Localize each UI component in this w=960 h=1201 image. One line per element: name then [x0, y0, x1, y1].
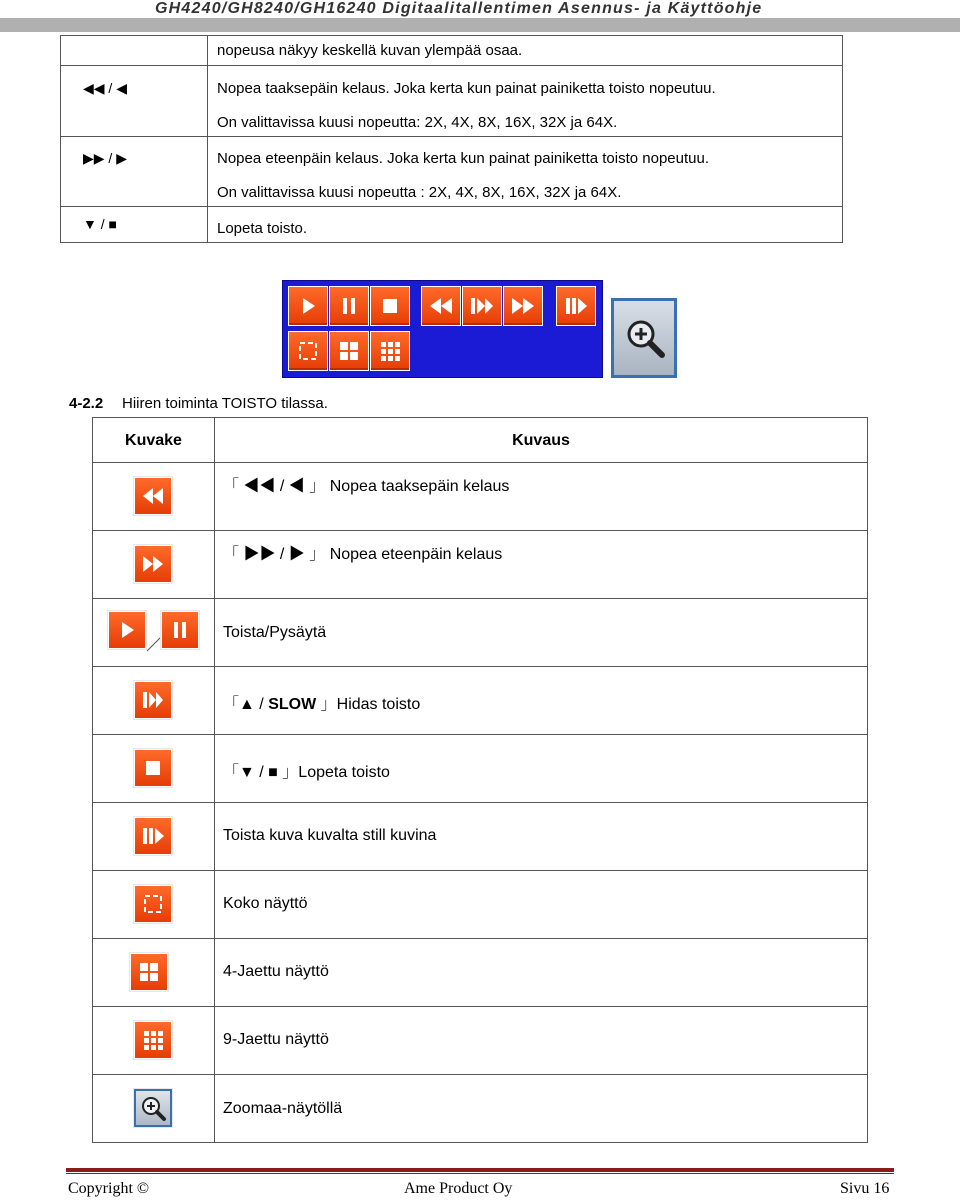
table-row — [223, 827, 436, 845]
fullscreen-icon — [134, 885, 172, 923]
table-row — [223, 963, 329, 981]
zoom-button[interactable] — [611, 298, 677, 378]
pause-icon — [161, 611, 199, 649]
table-rule — [93, 462, 867, 463]
nine-split-button[interactable] — [370, 331, 410, 371]
fullscreen-icon — [289, 332, 327, 370]
slow-play-icon — [134, 681, 172, 719]
play-icon — [108, 611, 146, 649]
row-description: 」Hidas toisto — [316, 696, 421, 713]
table-row — [223, 691, 420, 714]
footer-rule — [66, 1168, 894, 1172]
row-description: Koko näyttö — [223, 895, 308, 912]
column-header-icon: Kuvake — [125, 432, 182, 449]
step-frame-icon — [134, 817, 172, 855]
step-frame-button[interactable] — [556, 286, 596, 326]
rewind-symbols: 「 ◀◀ / ◀ 」 — [223, 478, 326, 495]
table-row — [223, 1031, 329, 1049]
row-text: On valittavissa kuusi nopeutta : 2X, 4X, 8X, 16X, 32X ja 64X. — [217, 184, 622, 201]
table-rule — [93, 1074, 867, 1075]
table-rule — [93, 938, 867, 939]
quad-split-icon — [330, 332, 368, 370]
row-description: Lopeta toisto — [298, 764, 390, 781]
fast-forward-icon — [504, 287, 542, 325]
column-header-description: Kuvaus — [512, 432, 570, 449]
forward-symbol: ▶▶ / ▶ — [83, 150, 127, 166]
zoom-icon — [134, 1089, 172, 1127]
table-divider — [207, 36, 208, 242]
row-description: Toista/Pysäytä — [223, 624, 327, 641]
rewind-button[interactable] — [421, 286, 461, 326]
table-rule — [93, 870, 867, 871]
table-row — [223, 895, 308, 913]
table-row — [223, 473, 509, 496]
stop-symbols: 「▼ / ■ 」 — [223, 764, 299, 781]
stop-button[interactable] — [370, 286, 410, 326]
slow-play-button[interactable] — [462, 286, 502, 326]
table-rule — [61, 206, 842, 207]
step-frame-icon — [557, 287, 595, 325]
quad-split-button[interactable] — [329, 331, 369, 371]
nine-split-icon — [134, 1021, 172, 1059]
nine-split-icon — [371, 332, 409, 370]
row-description: 4-Jaettu näyttö — [223, 963, 329, 980]
table-row — [223, 541, 502, 564]
fast-forward-button[interactable] — [503, 286, 543, 326]
pause-button[interactable] — [329, 286, 369, 326]
stop-icon — [371, 287, 409, 325]
fast-forward-icon — [134, 545, 172, 583]
row-description: Nopea taaksepäin kelaus — [329, 478, 510, 495]
row-description: 9-Jaettu näyttö — [223, 1031, 329, 1048]
table-rule — [61, 136, 842, 137]
playback-keys-table — [60, 35, 843, 243]
row-description: Nopea eteenpäin kelaus — [329, 546, 503, 563]
document-header-title: GH4240/GH8240/GH16240 Digitaalitallentimen Asennus- ja Käyttöohje — [155, 0, 763, 17]
footer-copyright: Copyright © — [68, 1180, 150, 1197]
row-description: Toista kuva kuvalta still kuvina — [223, 827, 437, 844]
table-rule — [61, 65, 842, 66]
pause-icon — [330, 287, 368, 325]
row-text: On valittavissa kuusi nopeutta: 2X, 4X, 8X, 16X, 32X ja 64X. — [217, 114, 618, 131]
table-rule — [93, 598, 867, 599]
play-button[interactable] — [288, 286, 328, 326]
header-bar — [0, 18, 960, 32]
table-rule — [93, 802, 867, 803]
table-rule — [93, 734, 867, 735]
table-divider — [214, 418, 215, 1142]
row-text: Nopea taaksepäin kelaus. Joka kerta kun painat painiketta toisto nopeutuu. — [217, 80, 716, 97]
fullscreen-button[interactable] — [288, 331, 328, 371]
row-text: nopeusa näkyy keskellä kuvan ylempää osaa. — [217, 42, 523, 59]
playback-toolbar — [282, 280, 603, 378]
row-text: Nopea eteenpäin kelaus. Joka kerta kun painat painiketta toisto nopeutuu. — [217, 150, 710, 167]
play-icon — [289, 287, 327, 325]
table-rule — [93, 666, 867, 667]
section-number: 4-2.2 — [69, 395, 104, 412]
table-rule — [93, 530, 867, 531]
footer-rule — [66, 1173, 894, 1174]
forward-symbols: 「 ▶▶ / ▶ 」 — [223, 546, 326, 563]
rewind-icon — [422, 287, 460, 325]
table-row — [223, 1100, 342, 1118]
footer-company: Ame Product Oy — [404, 1180, 513, 1197]
slow-play-icon — [463, 287, 501, 325]
slow-symbols: 「▲ / — [223, 696, 269, 713]
table-rule — [93, 1006, 867, 1007]
row-text: Lopeta toisto. — [217, 220, 308, 237]
stop-symbol: ▼ / ■ — [83, 216, 117, 232]
rewind-symbol: ◀◀ / ◀ — [83, 80, 127, 96]
mouse-function-table — [92, 417, 868, 1143]
rewind-icon — [134, 477, 172, 515]
quad-split-icon — [130, 953, 168, 991]
slow-label: SLOW — [268, 696, 317, 713]
table-row — [223, 759, 390, 782]
row-description: Zoomaa-näytöllä — [223, 1100, 343, 1117]
footer-page-number: Sivu 16 — [840, 1180, 890, 1197]
section-title: Hiiren toiminta TOISTO tilassa. — [122, 395, 328, 412]
stop-icon — [134, 749, 172, 787]
zoom-icon — [622, 315, 668, 361]
table-row — [223, 624, 326, 642]
